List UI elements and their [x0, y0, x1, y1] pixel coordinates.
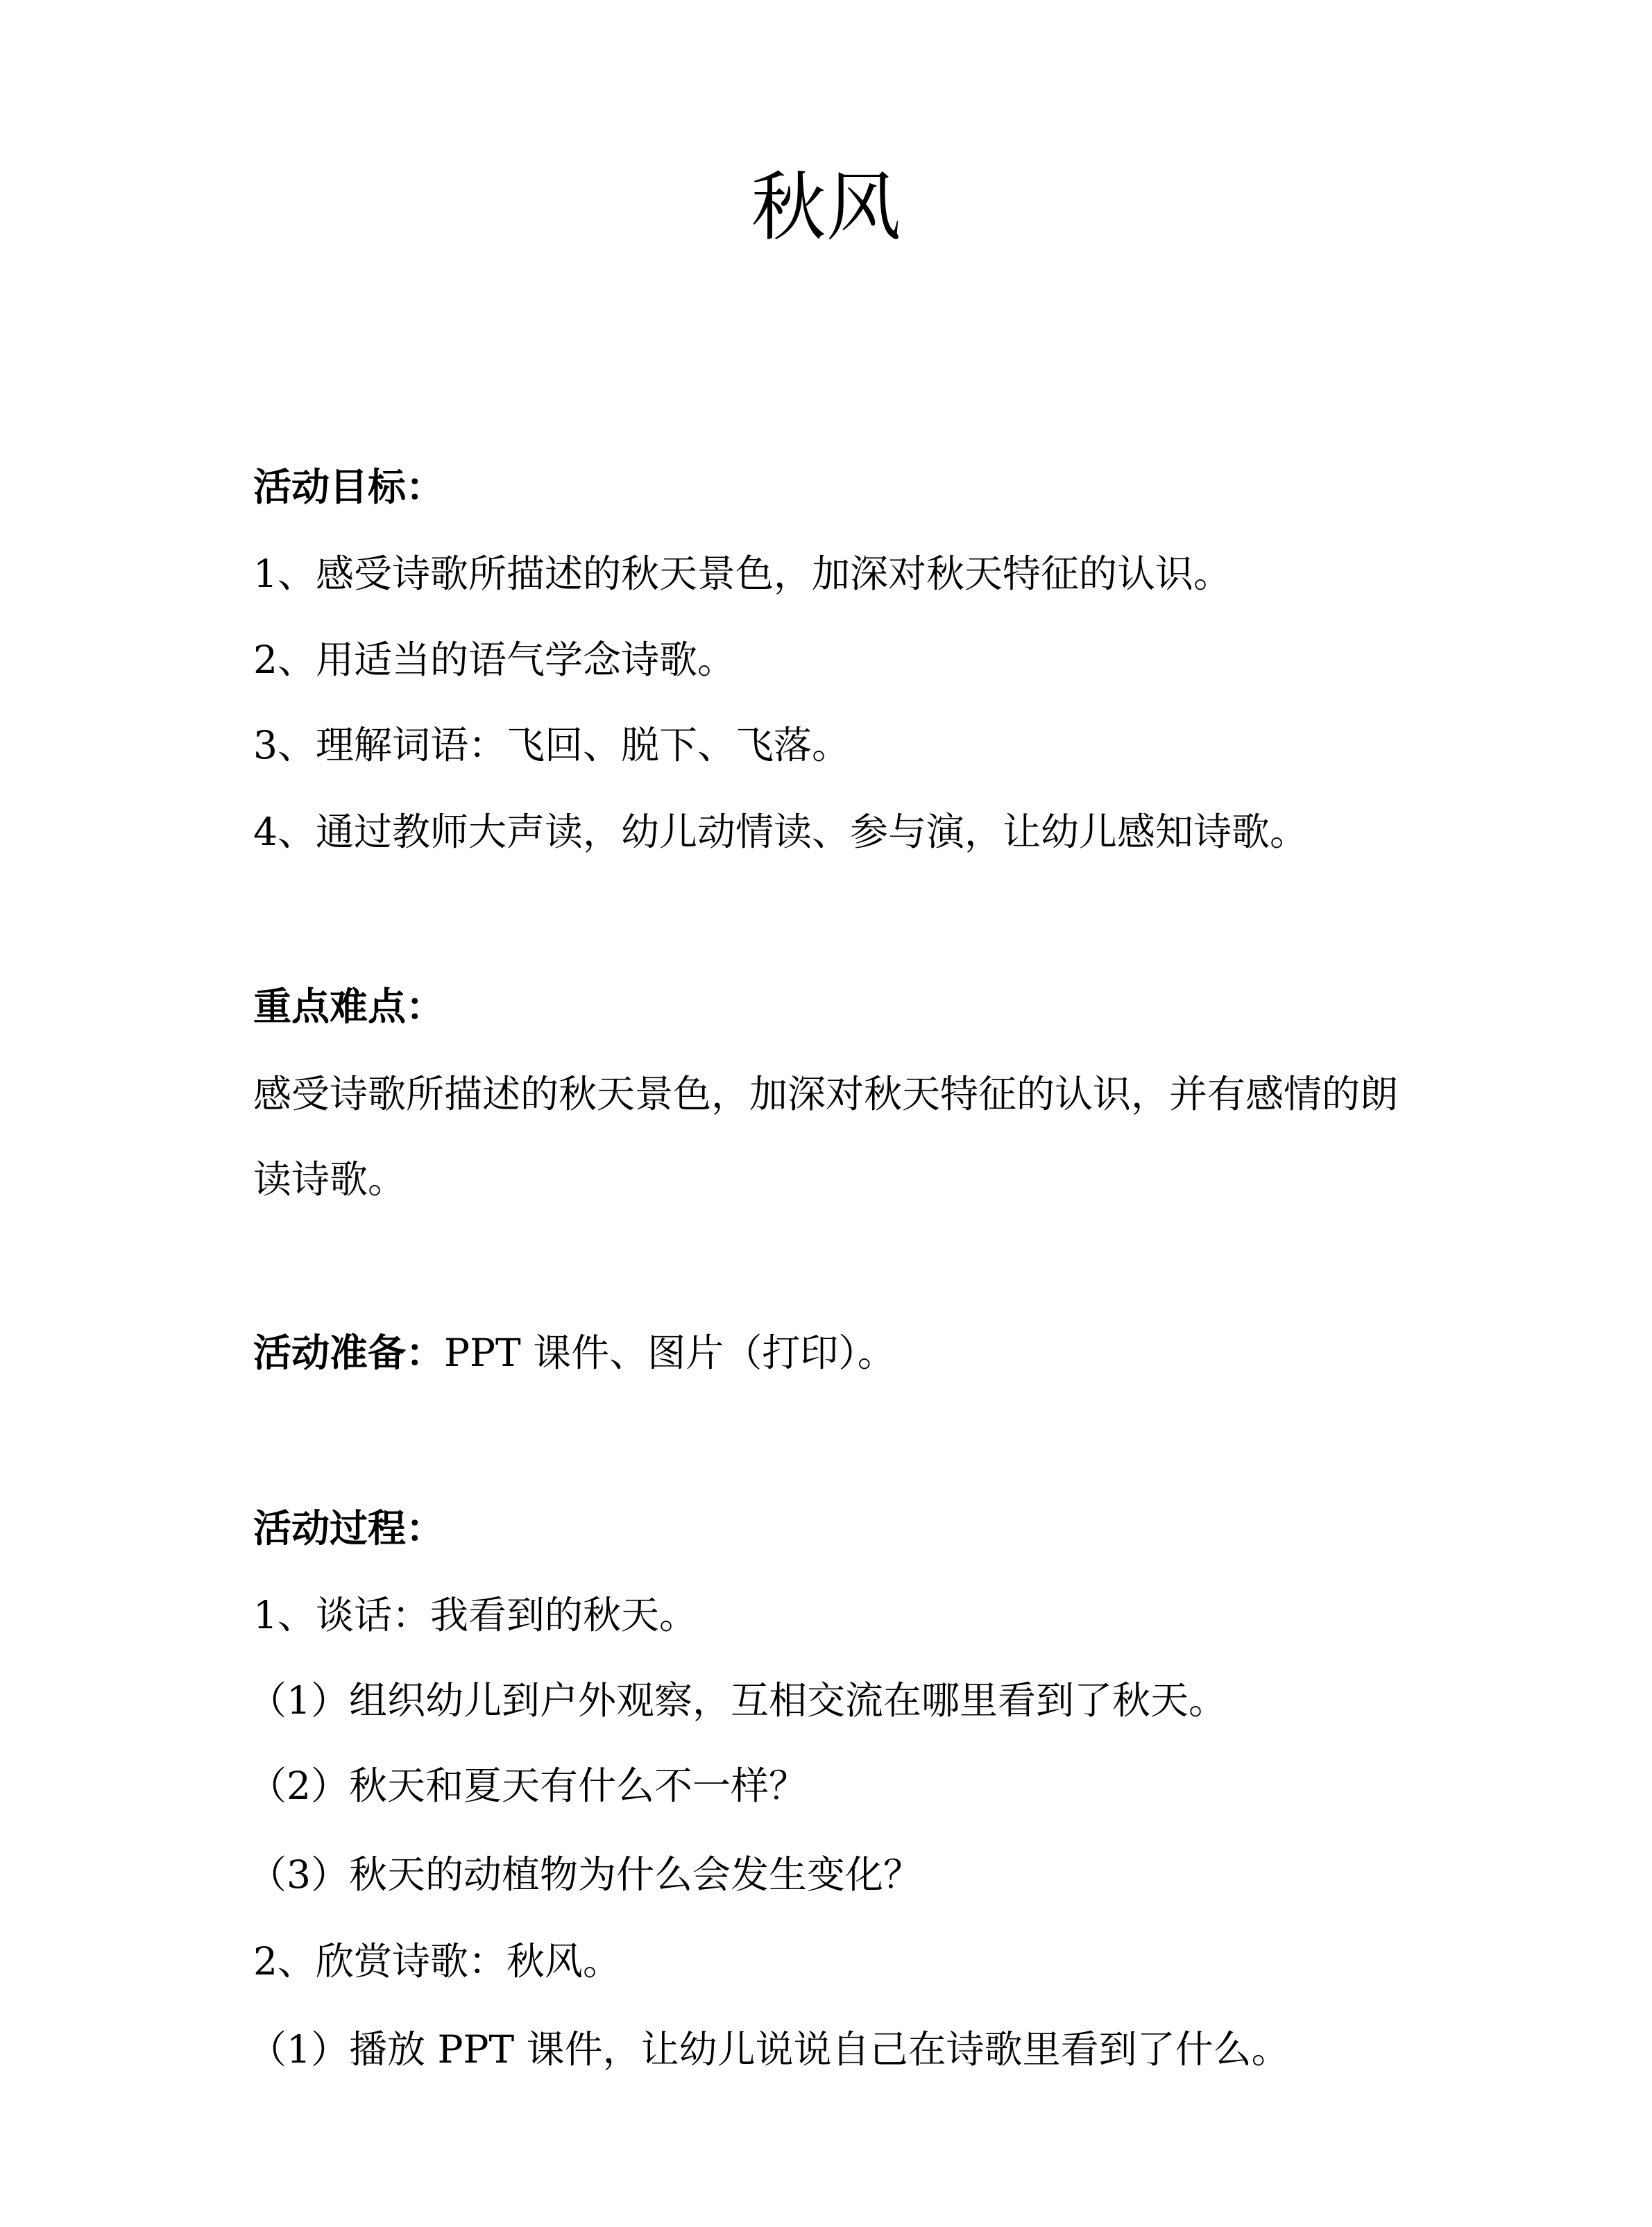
process-heading: 活动过程：: [253, 1505, 445, 1551]
preparation-text: PPT 课件、图片（打印）。: [444, 1331, 896, 1375]
document-title: 秋风: [751, 164, 901, 251]
process-substep: （2）秋天和夏天有什么不一样？: [248, 1764, 807, 1808]
process-substep: （1）组织幼儿到户外观察，互相交流在哪里看到了秋天。: [248, 1678, 1227, 1723]
goal-item: 2、用适当的语气学念诗歌。: [253, 638, 735, 682]
goal-item: 1、感受诗歌所描述的秋天景色，加深对秋天特征的认识。: [253, 552, 1232, 596]
goals-heading: 活动目标：: [253, 464, 445, 509]
key-points-text: 感受诗歌所描述的秋天景色，加深对秋天特征的认识，并有感情的朗: [253, 1072, 1399, 1116]
preparation-heading: 活动准备：: [253, 1330, 445, 1375]
process-substep: （1）播放 PPT 课件，让幼儿说说自己在诗歌里看到了什么。: [248, 2027, 1290, 2072]
goal-item: 4、通过教师大声读，幼儿动情读、参与演，让幼儿感知诗歌。: [253, 810, 1308, 854]
goal-item: 3、理解词语：飞回、脱下、飞落。: [253, 723, 850, 767]
process-step: 1、谈话：我看到的秋天。: [253, 1593, 697, 1637]
preparation-paragraph: [253, 1329, 896, 1377]
key-points-heading: 重点难点：: [253, 984, 445, 1029]
process-step: 2、欣赏诗歌：秋风。: [253, 1939, 621, 1983]
key-points-text: 读诗歌。: [253, 1157, 407, 1202]
process-substep: （3）秋天的动植物为什么会发生变化？: [248, 1852, 921, 1897]
